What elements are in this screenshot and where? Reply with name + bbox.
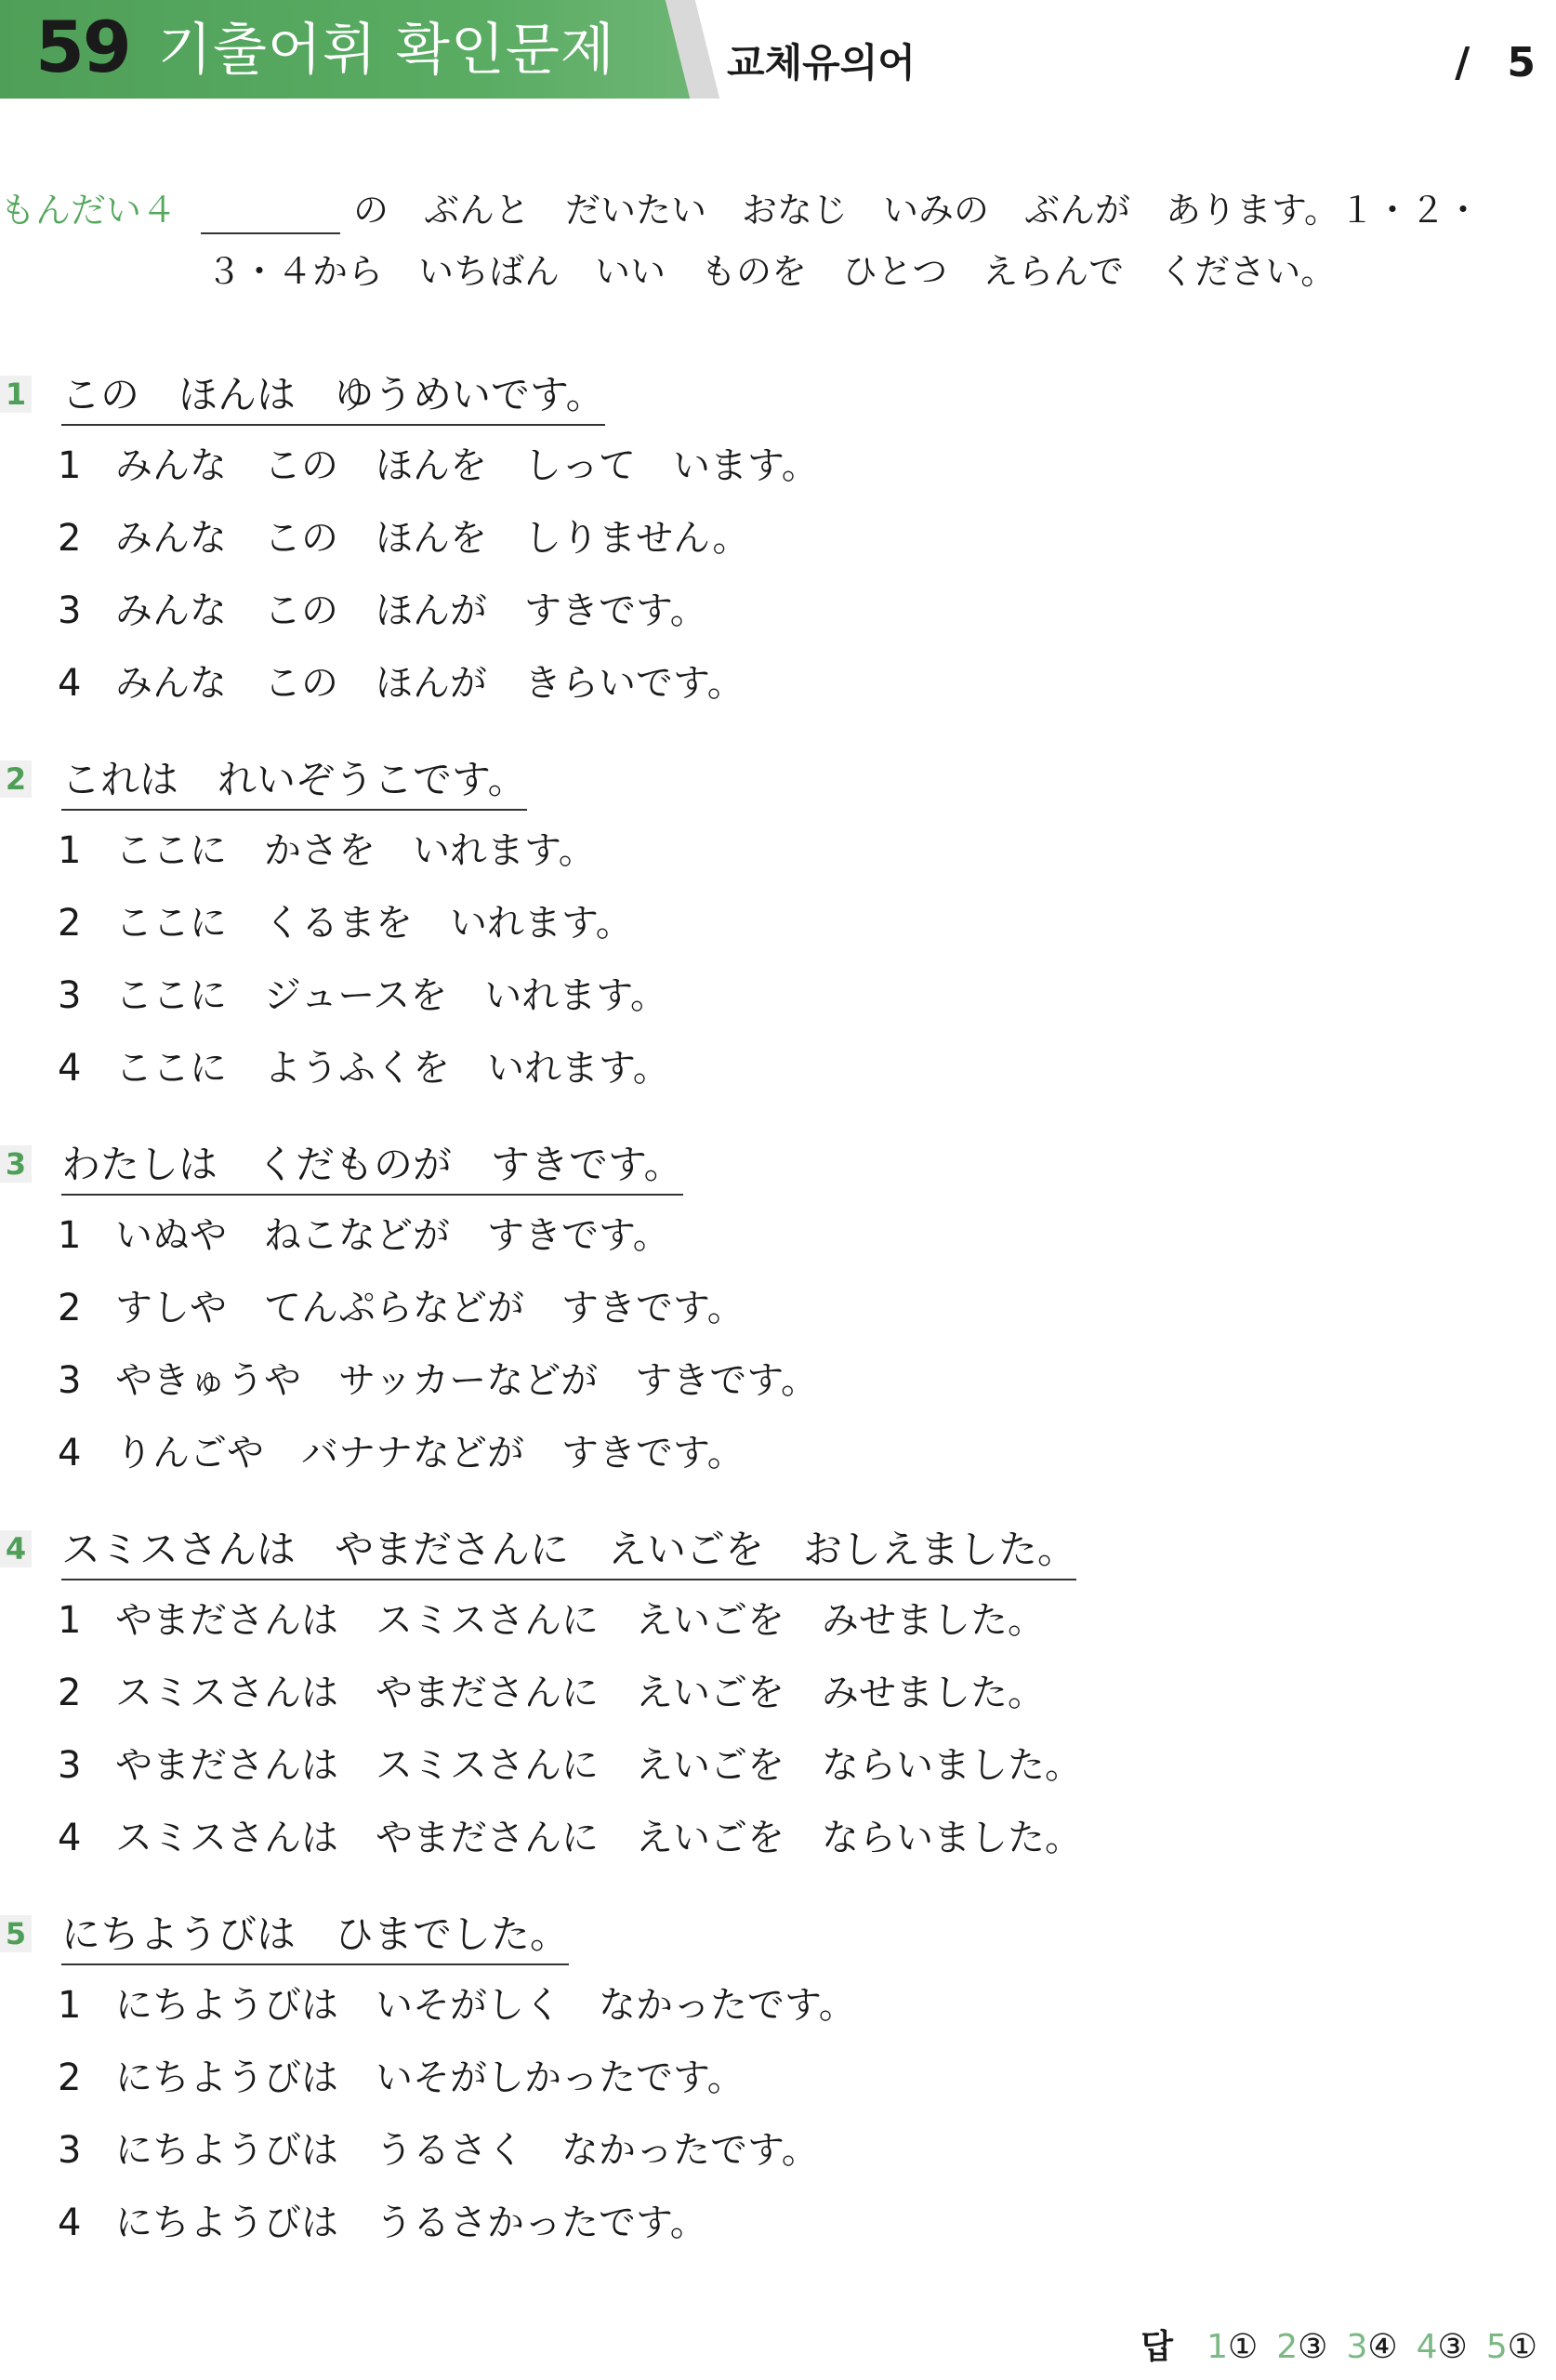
answer-item	[1417, 2328, 1468, 2366]
option-number: 4	[58, 662, 82, 705]
question-text: わたしは くだものが すきです。	[61, 1138, 683, 1196]
option-text: にちようびは いそがしく なかったです。	[115, 1984, 856, 2027]
option-text: みんな この ほんを しって います。	[115, 444, 819, 487]
question-number: 4	[0, 1530, 32, 1567]
option-number: 2	[58, 1672, 82, 1714]
unit-subtitle: 교체유의어	[727, 40, 916, 86]
answer-choice: ①	[1507, 2328, 1537, 2366]
option-text: ここに かさを いれます。	[115, 829, 596, 872]
option-text: にちようびは うるさかったです。	[115, 2202, 707, 2244]
option-number: 4	[58, 1047, 82, 1090]
score-box	[1455, 35, 1536, 91]
option-4[interactable]	[58, 2196, 707, 2250]
option-number: 4	[58, 1432, 82, 1474]
option-number: 1	[58, 1214, 82, 1257]
option-2[interactable]	[58, 511, 749, 565]
option-text: やまださんは スミスさんに えいごを ならいました。	[115, 1744, 1082, 1787]
option-3[interactable]	[58, 2123, 819, 2177]
answer-number: 1	[1207, 2328, 1228, 2366]
option-number: 3	[58, 974, 82, 1017]
option-number: 2	[58, 1287, 82, 1329]
option-text: スミスさんは やまださんに えいごを みせました。	[115, 1672, 1045, 1714]
question-number: 2	[0, 760, 32, 798]
answer-number: 3	[1346, 2328, 1368, 2366]
option-text: みんな この ほんが きらいです。	[115, 662, 745, 705]
unit-title: 기출어휘 확인문제	[158, 18, 615, 83]
option-1[interactable]	[58, 1209, 670, 1263]
option-1[interactable]	[58, 1978, 856, 2032]
instruction-line-1: の ぶんと だいたい おなじ いみの ぶんが あります。１・２・	[353, 190, 1481, 231]
answer-choice: ③	[1298, 2328, 1328, 2366]
option-2[interactable]	[58, 896, 633, 950]
score-slash: /	[1455, 39, 1470, 86]
option-text: ここに ようふくを いれます。	[115, 1047, 670, 1090]
option-2[interactable]	[58, 2051, 745, 2105]
instruction-label: もんだい４	[0, 190, 178, 231]
answer-item	[1346, 2328, 1397, 2366]
option-number: 1	[58, 1599, 82, 1642]
option-3[interactable]	[58, 1739, 1082, 1792]
option-1[interactable]	[58, 439, 819, 493]
option-4[interactable]	[58, 1041, 670, 1095]
option-number: 3	[58, 589, 82, 632]
header-band-edge	[666, 0, 719, 99]
option-number: 3	[58, 1359, 82, 1402]
option-number: 3	[58, 1744, 82, 1787]
option-text: ここに くるまを いれます。	[115, 902, 633, 945]
option-text: にちようびは うるさく なかったです。	[115, 2129, 819, 2172]
option-number: 1	[58, 444, 82, 487]
option-text: りんごや バナナなどが すきです。	[115, 1432, 745, 1474]
answer-label: 답	[1141, 2328, 1174, 2366]
option-4[interactable]	[58, 1426, 745, 1480]
question-number: 3	[0, 1145, 32, 1183]
option-text: にちようびは いそがしかったです。	[115, 2056, 745, 2099]
answer-item	[1486, 2328, 1537, 2366]
question-text: にちようびは ひまでした。	[61, 1908, 569, 1965]
option-number: 1	[58, 1984, 82, 2027]
answer-number: 4	[1416, 2328, 1438, 2366]
option-number: 2	[58, 902, 82, 945]
score-total: 5	[1507, 39, 1536, 86]
option-text: やまださんは スミスさんに えいごを みせました。	[115, 1599, 1045, 1642]
option-number: 3	[58, 2129, 82, 2172]
instruction-line-2: ３・４から いちばん いい ものを ひとつ えらんで ください。	[206, 251, 1337, 292]
option-text: いぬや ねこなどが すきです。	[115, 1214, 670, 1257]
answer-choice: ①	[1227, 2328, 1259, 2366]
option-text: スミスさんは やまださんに えいごを ならいました。	[115, 1817, 1082, 1859]
option-number: 2	[58, 517, 82, 560]
answer-number: 2	[1276, 2328, 1299, 2366]
option-1[interactable]	[58, 1593, 1045, 1647]
option-number: 4	[58, 2202, 82, 2244]
option-text: すしや てんぷらなどが すきです。	[115, 1287, 745, 1329]
option-text: みんな この ほんが すきです。	[115, 589, 707, 632]
unit-number: 59	[35, 6, 130, 88]
option-text: やきゅうや サッカーなどが すきです。	[115, 1359, 818, 1402]
option-text: ここに ジュースを いれます。	[115, 974, 667, 1017]
option-1[interactable]	[58, 824, 596, 878]
question-text: これは れいぞうこです。	[61, 753, 527, 811]
option-3[interactable]	[58, 584, 707, 638]
question-text: スミスさんは やまださんに えいごを おしえました。	[61, 1523, 1076, 1580]
option-2[interactable]	[58, 1666, 1045, 1720]
option-number: 1	[58, 829, 82, 872]
answer-number: 5	[1485, 2328, 1508, 2366]
option-3[interactable]	[58, 969, 667, 1023]
question-text: この ほんは ゆうめいです。	[61, 368, 605, 426]
option-3[interactable]	[58, 1354, 818, 1408]
answer-item	[1207, 2328, 1258, 2366]
option-4[interactable]	[58, 1811, 1082, 1865]
question-number: 5	[0, 1915, 32, 1952]
option-number: 2	[58, 2056, 82, 2099]
instruction-blank	[201, 232, 340, 234]
answer-choice: ③	[1437, 2328, 1468, 2366]
question-number: 1	[0, 376, 32, 413]
option-2[interactable]	[58, 1281, 745, 1335]
option-text: みんな この ほんを しりません。	[115, 517, 750, 560]
answer-key	[1141, 2324, 1537, 2371]
answer-item	[1276, 2328, 1327, 2366]
option-4[interactable]	[58, 656, 745, 710]
answer-choice: ④	[1367, 2328, 1398, 2366]
option-number: 4	[58, 1817, 82, 1859]
